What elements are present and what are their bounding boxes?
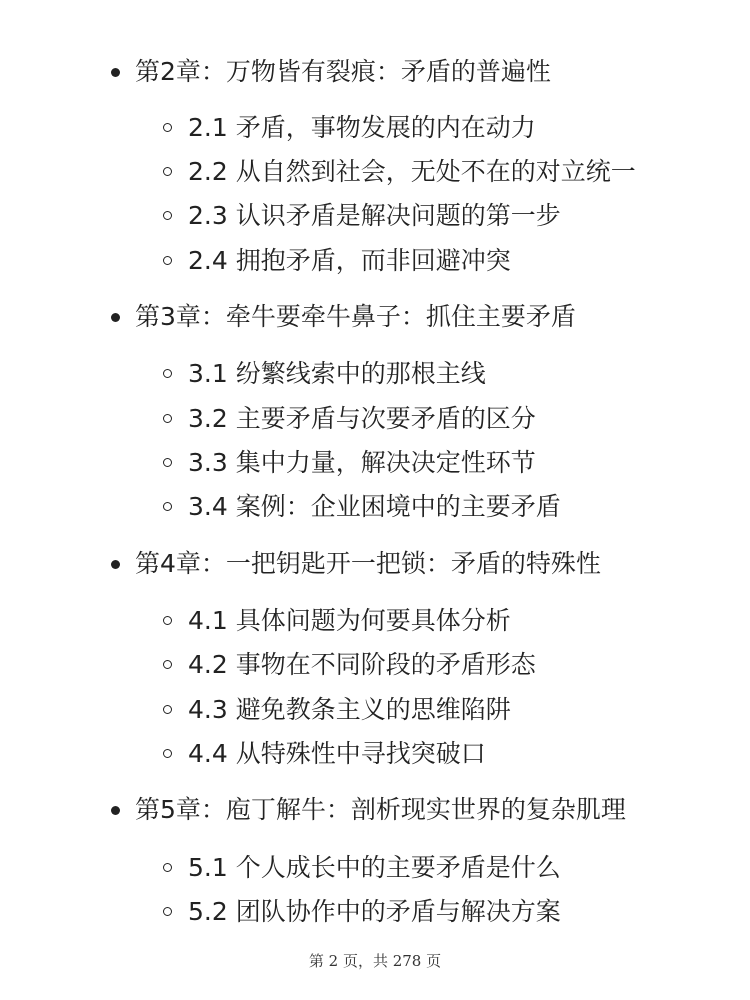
section-item bbox=[188, 199, 561, 233]
circle-bullet-icon bbox=[163, 863, 172, 872]
section-title: 3.2 主要矛盾与次要矛盾的区分 bbox=[188, 404, 536, 433]
section-item bbox=[188, 604, 511, 638]
section-item bbox=[188, 357, 486, 391]
section-item bbox=[188, 737, 486, 771]
section-title: 3.4 案例：企业困境中的主要矛盾 bbox=[188, 492, 561, 521]
section-title: 2.3 认识矛盾是解决问题的第一步 bbox=[188, 201, 561, 230]
circle-bullet-icon bbox=[163, 616, 172, 625]
circle-bullet-icon bbox=[163, 414, 172, 423]
section-item bbox=[188, 851, 561, 885]
circle-bullet-icon bbox=[163, 256, 172, 265]
section-title: 2.4 拥抱矛盾，而非回避冲突 bbox=[188, 246, 511, 275]
circle-bullet-icon bbox=[163, 211, 172, 220]
bullet-icon bbox=[111, 68, 120, 77]
section-item bbox=[188, 155, 636, 189]
section-item bbox=[188, 446, 536, 480]
section-item bbox=[188, 402, 536, 436]
chapter-heading bbox=[135, 55, 551, 89]
circle-bullet-icon bbox=[163, 369, 172, 378]
chapter-title: 第2章：万物皆有裂痕：矛盾的普遍性 bbox=[135, 57, 551, 86]
section-item bbox=[188, 648, 536, 682]
section-title: 2.2 从自然到社会，无处不在的对立统一 bbox=[188, 157, 636, 186]
section-title: 4.1 具体问题为何要具体分析 bbox=[188, 606, 511, 635]
section-item bbox=[188, 244, 511, 278]
chapter-heading bbox=[135, 300, 576, 334]
circle-bullet-icon bbox=[163, 907, 172, 916]
chapter-title: 第3章：牵牛要牵牛鼻子：抓住主要矛盾 bbox=[135, 302, 576, 331]
page-number-footer: 第 2 页，共 278 页 bbox=[308, 952, 442, 970]
section-title: 4.2 事物在不同阶段的矛盾形态 bbox=[188, 650, 536, 679]
bullet-icon bbox=[111, 560, 120, 569]
section-title: 3.3 集中力量，解决决定性环节 bbox=[188, 448, 536, 477]
section-title: 3.1 纷繁线索中的那根主线 bbox=[188, 359, 486, 388]
circle-bullet-icon bbox=[163, 502, 172, 511]
circle-bullet-icon bbox=[163, 749, 172, 758]
section-title: 4.3 避免教条主义的思维陷阱 bbox=[188, 695, 511, 724]
circle-bullet-icon bbox=[163, 167, 172, 176]
circle-bullet-icon bbox=[163, 660, 172, 669]
chapter-title: 第4章：一把钥匙开一把锁：矛盾的特殊性 bbox=[135, 549, 601, 578]
circle-bullet-icon bbox=[163, 123, 172, 132]
section-title: 4.4 从特殊性中寻找突破口 bbox=[188, 739, 486, 768]
section-item bbox=[188, 490, 561, 524]
section-item bbox=[188, 111, 536, 145]
section-item bbox=[188, 693, 511, 727]
circle-bullet-icon bbox=[163, 458, 172, 467]
circle-bullet-icon bbox=[163, 705, 172, 714]
bullet-icon bbox=[111, 313, 120, 322]
section-title: 5.2 团队协作中的矛盾与解决方案 bbox=[188, 897, 561, 926]
section-title: 5.1 个人成长中的主要矛盾是什么 bbox=[188, 853, 561, 882]
chapter-heading bbox=[135, 547, 601, 581]
section-title: 2.1 矛盾，事物发展的内在动力 bbox=[188, 113, 536, 142]
chapter-heading bbox=[135, 793, 626, 827]
bullet-icon bbox=[111, 806, 120, 815]
section-item bbox=[188, 895, 561, 929]
chapter-title: 第5章：庖丁解牛：剖析现实世界的复杂肌理 bbox=[135, 795, 626, 824]
